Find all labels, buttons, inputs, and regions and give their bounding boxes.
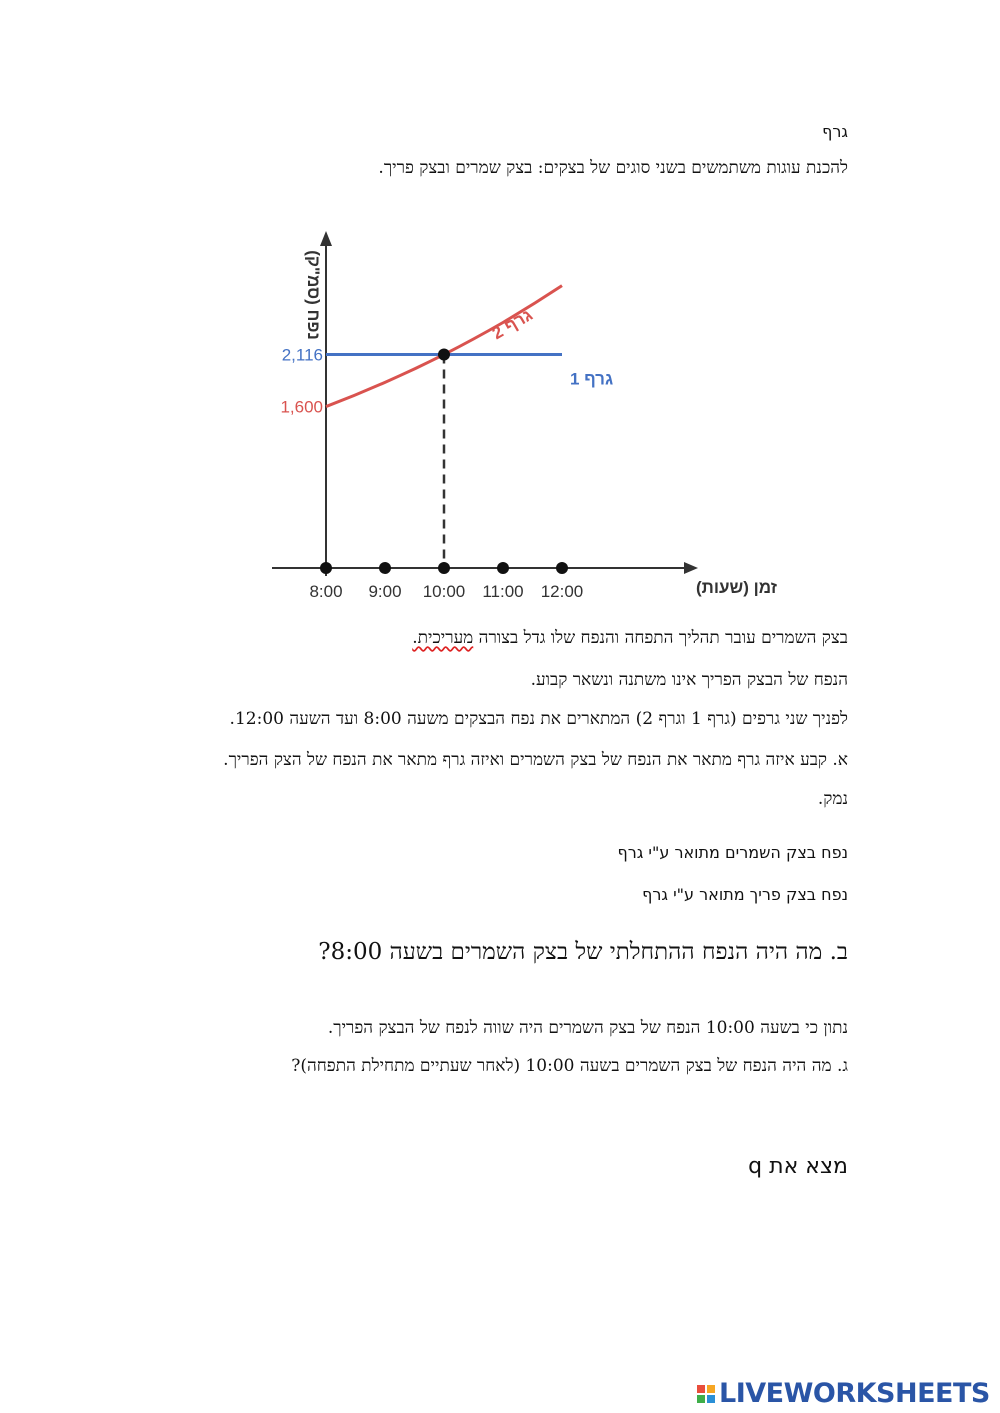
question-b: ב. מה היה הנפח ההתחלתי של בצק השמרים בשעה 8:00?: [318, 939, 848, 965]
x-axis-point-4: [556, 562, 568, 574]
find-q: מצא את q: [748, 1154, 848, 1179]
x-axis-arrow: [684, 562, 698, 574]
paragraph-short: הנפח של הבצק הפריך אינו משתנה ונשאר קבוע.: [530, 670, 848, 690]
paragraph-yeast-end: מעריכית.: [412, 628, 474, 648]
y-value-label-1: 1,600: [280, 397, 323, 417]
paragraph-yeast: [412, 628, 848, 648]
liveworksheets-icon: [697, 1385, 715, 1403]
x-axis-point-1: [379, 562, 391, 574]
intersection-point: [438, 348, 450, 360]
x-axis-point-3: [497, 562, 509, 574]
paragraph-graphs: לפניך שני גרפים (גרף 1 וגרף 2) המתארים את נפח הבצקים משעה 8:00 ועד השעה 12:00.: [229, 709, 848, 729]
answer-short-line: נפח בצק פריך מתואר ע"י גרף: [642, 885, 848, 904]
question-c: ג. מה היה הנפח של בצק השמרים בשעה 10:00 (לאחר שעתיים מתחילת התפחה)?: [291, 1056, 848, 1076]
liveworksheets-text: LIVEWORKSHEETS: [719, 1378, 990, 1409]
question-a: א. קבע איזה גרף מתאר את הנפח של בצק השמרים ואיזה גרף מתאר את הנפח של הצק הפריך.: [223, 750, 848, 770]
x-axis-point-2: [438, 562, 450, 574]
answer-yeast-line: נפח בצק השמרים מתואר ע"י גרף: [617, 843, 848, 862]
paragraph-yeast-main: בצק השמרים עובר תהליך התפחה והנפח שלו גדל בצורה: [473, 628, 848, 648]
x-tick-label-4: 12:00: [540, 582, 584, 601]
x-tick-label-0: 8:00: [309, 582, 343, 601]
y-axis-title: נפח (סמ"ק): [304, 250, 323, 340]
y-value-label-0: 2,116: [281, 345, 323, 365]
volume-chart: [260, 215, 777, 610]
x-axis-title: זמן (שעות): [696, 578, 777, 597]
x-tick-label-2: 10:00: [422, 582, 466, 601]
y-axis-arrow: [320, 231, 332, 246]
x-tick-label-1: 9:00: [368, 582, 402, 601]
x-tick-label-3: 11:00: [482, 582, 524, 601]
series-graph-2-label: גרף 2: [488, 305, 536, 344]
intro-text: להכנת עוגות משתמשים בשני סוגים של בצקים: בצק שמרים ובצק פריך.: [378, 158, 848, 178]
liveworksheets-logo: [697, 1378, 990, 1409]
question-a-explain: נמק.: [817, 789, 848, 809]
x-axis-point-0: [320, 562, 332, 574]
doc-title: גרף: [822, 122, 848, 141]
series-graph-1-label: גרף 1: [570, 369, 614, 389]
given-text: נתון כי בשעה 10:00 הנפח של בצק השמרים היה שווה לנפח של הבצק הפריך.: [327, 1018, 848, 1038]
